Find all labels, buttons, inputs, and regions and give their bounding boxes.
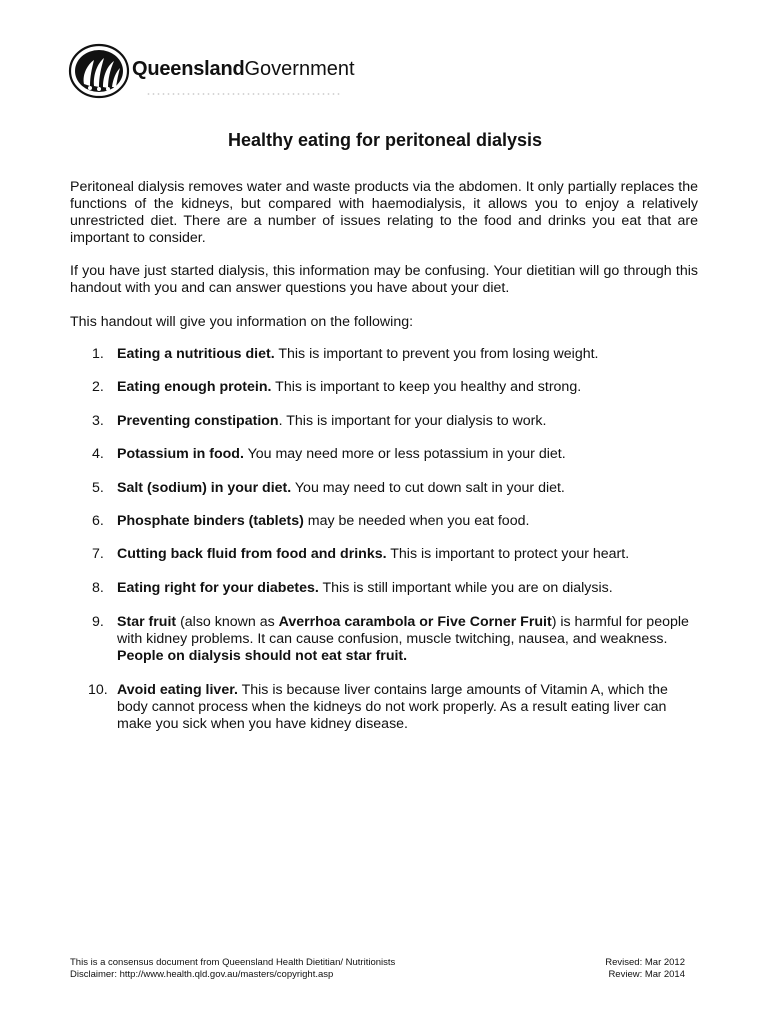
list-item-number: 7. <box>92 546 104 562</box>
intro-paragraph-3: This handout will give you information on the following: <box>70 314 414 330</box>
list-item-text: . This is important for your dialysis to work. <box>278 413 547 429</box>
list-item-heading: Cutting back fluid from food and drinks. <box>117 546 387 562</box>
list-item-heading: Preventing constipation <box>117 413 279 429</box>
logo-secondary-text: Government <box>244 58 355 80</box>
list-item-text: You may need more or less potassium in your diet. <box>243 446 566 462</box>
list-item-heading: Eating right for your diabetes. <box>117 580 319 596</box>
list-item-text: This is important to keep you healthy and strong. <box>271 379 582 395</box>
list-item-number: 3. <box>92 413 104 429</box>
consensus-note: This is a consensus document from Queensland Health Dietitian/ Nutritionists <box>70 957 396 968</box>
revised-date: Revised: Mar 2012 <box>605 957 685 968</box>
list-item-heading: Eating a nutritious diet. <box>117 346 275 362</box>
logo-wordmark <box>132 57 355 81</box>
list-item-heading: Salt (sodium) in your diet. <box>117 480 292 496</box>
list-item-number: 9. <box>92 614 104 630</box>
list-item-text: You may need to cut down salt in your diet. <box>291 480 565 496</box>
review-date: Review: Mar 2014 <box>608 969 685 980</box>
list-item-heading: Eating enough protein. <box>117 379 272 395</box>
list-item-number: 8. <box>92 580 104 596</box>
disclaimer-link[interactable]: Disclaimer: http://www.health.qld.gov.au/masters/copyright.asp <box>70 969 334 980</box>
footer-left <box>70 957 490 981</box>
list-item-text: This is important to prevent you from losing weight. <box>274 346 599 362</box>
list-item-number: 5. <box>92 480 104 496</box>
intro-paragraph-1: Peritoneal dialysis removes water and waste products via the abdomen. It only partially replaces the functions of the kidneys, but compared with haemodialysis, it allows you to enjoy a relatively unrestricted diet. There are a number of issues relating to the food and drinks you eat that are important to consider. <box>70 179 698 246</box>
list-item-number: 1. <box>92 346 104 362</box>
list-item-number: 6. <box>92 513 104 529</box>
list-item-warning: People on dialysis should not eat star fruit. <box>117 648 408 664</box>
list-item-text: ) is harmful for people with kidney problems. It can cause confusion, muscle twitching, nausea, and weakness. <box>117 614 689 647</box>
logo-primary-text: Queensland <box>132 58 245 80</box>
list-item-heading: Star fruit <box>117 614 177 630</box>
intro-paragraph-2: If you have just started dialysis, this information may be confusing. Your dietitian will go through this handout with you and can answer questions you have about your diet. <box>70 263 698 296</box>
header-dotted-rule <box>146 93 342 95</box>
list-item-text: This is still important while you are on dialysis. <box>318 580 613 596</box>
list-item-heading: Potassium in food. <box>117 446 244 462</box>
list-item-heading: Avoid eating liver. <box>117 682 238 698</box>
list-item-emphasis: Averrhoa carambola or Five Corner Fruit <box>278 614 552 630</box>
list-item-number: 10. <box>88 682 108 698</box>
page-title: Healthy eating for peritoneal dialysis <box>227 130 543 150</box>
footer-right <box>560 957 685 981</box>
list-item-heading: Phosphate binders (tablets) <box>117 513 304 529</box>
list-item-text: This is because liver contains large amounts of Vitamin A, which the body cannot process when the kidneys do not work properly. As a result eating liver can make you sick when you have kidney disease. <box>117 682 668 732</box>
list-item-number: 2. <box>92 379 104 395</box>
list-item-text: (also known as <box>176 614 279 630</box>
list-item-text: may be needed when you eat food. <box>303 513 530 529</box>
list-item-text: This is important to protect your heart. <box>386 546 630 562</box>
list-item-number: 4. <box>92 446 104 462</box>
queensland-emblem-icon <box>68 42 134 100</box>
